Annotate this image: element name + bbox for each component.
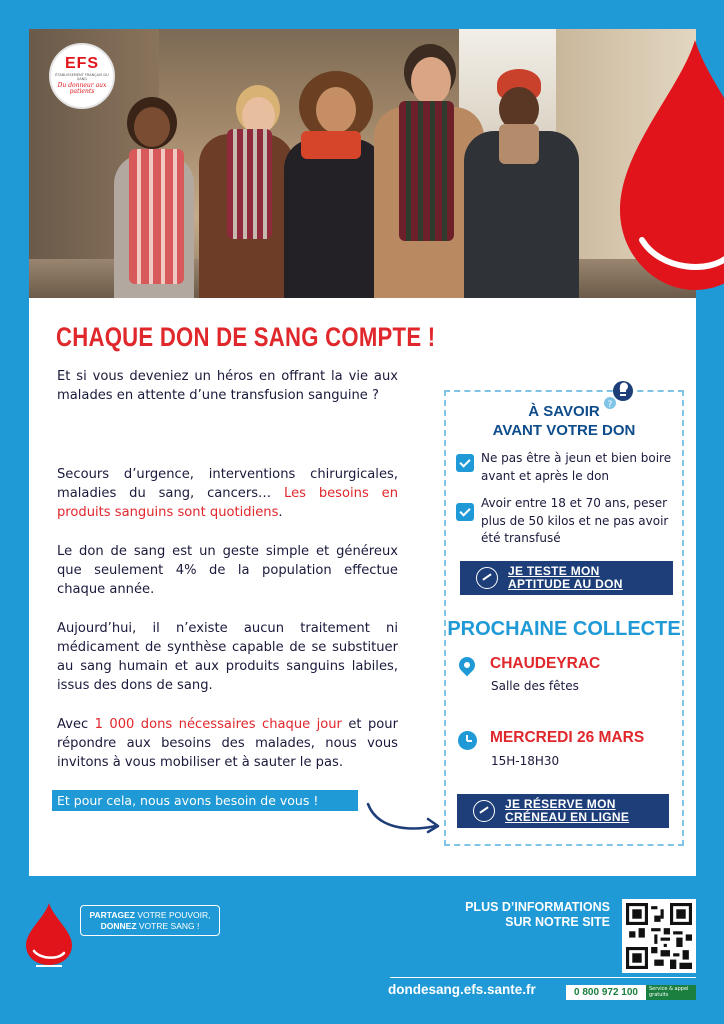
needs-highlight: Les besoins en produits sanguins sont quotidiens <box>57 486 398 520</box>
click-icon <box>473 800 495 822</box>
checkbox-icon <box>456 503 474 521</box>
donations-paragraph: Avec 1 000 dons nécessaires chaque jour et pour répondre aux besoins des malades, nous vous invitons à vous mobiliser et à sauter le pas. <box>57 717 398 770</box>
logo-brand: EFS <box>64 55 100 72</box>
more-info-label: PLUS D’INFORMATIONS SUR NOTRE SITE <box>465 900 610 929</box>
service-badge: Service & appel gratuits <box>646 985 696 1000</box>
checkbox-icon <box>456 454 474 472</box>
needs-paragraph: Secours d’urgence, interventions chirurgicales, maladies du sang, cancers… Les besoins en produits sanguins sont quotidiens. <box>57 467 398 520</box>
gesture-paragraph: Le don de sang est un geste simple et généreux que seulement 4% de la population effectue chaque année. <box>57 544 398 597</box>
arrow-right-icon <box>362 798 444 838</box>
logo-tagline: Du donneur aux patients <box>57 82 107 95</box>
efs-logo <box>49 43 115 109</box>
collection-hours: 15H-18H30 <box>491 754 560 768</box>
logo-subtitle: ÉTABLISSEMENT FRANÇAIS DU SANG <box>55 73 109 81</box>
collection-location: CHAUDEYRAC <box>490 655 601 672</box>
clock-icon <box>458 731 477 750</box>
website-link[interactable]: dondesang.efs.sante.fr <box>388 982 536 997</box>
requirement-item: Ne pas être à jeun et bien boire avant et après le don <box>481 451 672 483</box>
reserve-slot-button[interactable]: JE RÉSERVE MON CRÉNEAU EN LIGNE <box>457 794 669 828</box>
phone-number[interactable]: 0 800 972 100 <box>566 985 646 1000</box>
next-collection-title: PROCHAINE COLLECTE <box>447 618 681 640</box>
requirement-item: Avoir entre 18 et 70 ans, peser plus de 50 kilos et ne pas avoir été transfusé <box>481 496 669 545</box>
blood-drop-icon <box>26 903 72 967</box>
call-to-action-banner: Et pour cela, nous avons besoin de vous ! <box>52 790 358 811</box>
qr-code-icon <box>626 903 692 969</box>
page-title: CHAQUE DON DE SANG COMPTE ! <box>56 322 436 352</box>
footer-divider <box>390 977 696 978</box>
test-eligibility-button[interactable]: JE TESTE MON APTITUDE AU DON <box>460 561 673 595</box>
donations-highlight: 1 000 dons nécessaires chaque jour <box>94 717 342 732</box>
collection-venue: Salle des fêtes <box>491 679 579 693</box>
intro-paragraph: Et si vous deveniez un héros en offrant la vie aux malades en attente d’une transfusion sanguine ? <box>57 369 398 403</box>
click-icon <box>476 567 498 589</box>
collection-date: MERCREDI 26 MARS <box>490 729 645 746</box>
hero-photo <box>29 29 696 299</box>
qr-code[interactable] <box>622 899 696 973</box>
treatment-paragraph: Aujourd’hui, il n’existe aucun traitement ni médicament de synthèse capable de se substituer au sang humain et aux produits sanguins labiles, issus des dons de sang. <box>57 621 398 693</box>
info-title: À SAVOIR AVANT VOTRE DON <box>492 403 636 439</box>
share-slogan: PARTAGEZ VOTRE POUVOIR, DONNEZ VOTRE SANG ! <box>80 905 220 936</box>
svg-text:?: ? <box>607 400 613 410</box>
blood-drop-icon <box>620 40 724 290</box>
